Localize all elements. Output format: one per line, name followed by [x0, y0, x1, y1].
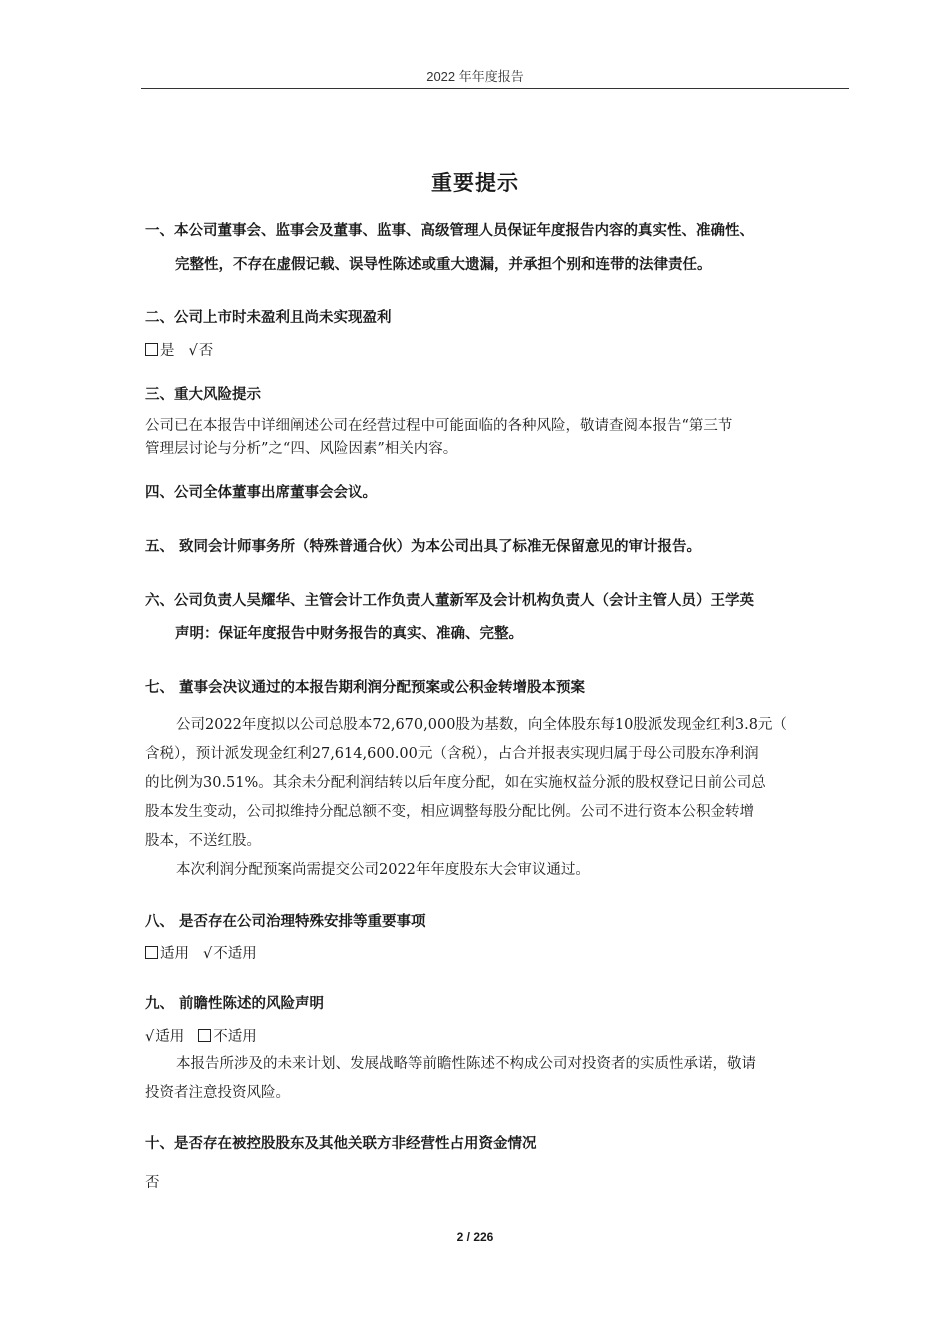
- section-7-body-line-3: 的比例为30.51%。其余未分配利润结转以后年度分配，如在实施权益分派的股权登记日前公司总: [145, 775, 766, 791]
- option-not-applicable-label: 不适用: [213, 1029, 257, 1045]
- option-applicable-label: 适用: [155, 1029, 185, 1045]
- section-7-body-line-5: 股本，不送红股。: [145, 833, 261, 849]
- section-7-body-line-4: 股本发生变动，公司拟维持分配总额不变，相应调整每股分配比例。公司不进行资本公积金转增: [145, 804, 754, 820]
- section-5-heading: 五、 致同会计师事务所（特殊普通合伙）为本公司出具了标准无保留意见的审计报告。: [145, 539, 702, 555]
- checkbox-unchecked-icon: [145, 946, 158, 959]
- header-divider: [141, 88, 849, 89]
- section-9-body-line-1: 本报告所涉及的未来计划、发展战略等前瞻性陈述不构成公司对投资者的实质性承诺，敬请: [176, 1056, 756, 1072]
- section-3-heading: 三、重大风险提示: [145, 387, 261, 403]
- page-title: 重要提示: [431, 171, 519, 195]
- section-7-body-line-2: 含税），预计派发现金红利27,614,600.00元（含税），占合并报表实现归属于母公司股东净利润: [145, 746, 759, 762]
- option-yes-label: 是: [160, 343, 175, 359]
- section-7-body-line-1: 公司2022年度拟以公司总股本72,670,000股为基数，向全体股东每10股派发现金红利3.8元（: [176, 717, 787, 733]
- section-7-heading: 七、 董事会决议通过的本报告期利润分配预案或公积金转增股本预案: [145, 680, 586, 696]
- check-mark-icon: √: [203, 946, 213, 962]
- section-9-heading: 九、 前瞻性陈述的风险声明: [145, 996, 325, 1012]
- section-4-heading: 四、公司全体董事出席董事会会议。: [145, 485, 377, 501]
- section-8-heading: 八、 是否存在公司治理特殊安排等重要事项: [145, 914, 426, 930]
- option-applicable-label: 适用: [160, 946, 189, 962]
- report-header-title: 2022 年年度报告: [426, 69, 524, 84]
- section-3-line-1: 公司已在本报告中详细阐述公司在经营过程中可能面临的各种风险，敬请查阅本报告“第三节: [145, 418, 733, 434]
- option-no-label: 否: [198, 343, 214, 359]
- check-mark-icon: √: [145, 1029, 155, 1045]
- check-mark-icon: √: [188, 343, 198, 359]
- section-3-line-2: 管理层讨论与分析”之“四、风险因素”相关内容。: [145, 441, 458, 457]
- section-10-answer: 否: [145, 1175, 160, 1191]
- section-8-options: [145, 942, 257, 963]
- checkbox-unchecked-icon: [145, 343, 158, 356]
- section-6-line-1: 六、公司负责人吴耀华、主管会计工作负责人董新军及会计机构负责人（会计主管人员）王学英: [145, 593, 754, 609]
- section-2-options: [145, 339, 213, 360]
- section-2-heading: 二、公司上市时未盈利且尚未实现盈利: [145, 310, 392, 326]
- section-6-line-2: 声明：保证年度报告中财务报告的真实、准确、完整。: [175, 626, 523, 642]
- checkbox-unchecked-icon: [198, 1029, 211, 1042]
- section-1-line-2: 完整性，不存在虚假记载、误导性陈述或重大遗漏，并承担个别和连带的法律责任。: [175, 257, 712, 273]
- section-9-options: [145, 1025, 257, 1046]
- option-not-applicable-label: 不适用: [213, 946, 257, 962]
- section-1-line-1: 一、本公司董事会、监事会及董事、监事、高级管理人员保证年度报告内容的真实性、准确性、: [145, 223, 754, 239]
- section-9-body-line-2: 投资者注意投资风险。: [145, 1085, 290, 1101]
- section-10-heading: 十、是否存在被控股股东及其他关联方非经营性占用资金情况: [145, 1136, 537, 1152]
- section-7-body-line-6: 本次利润分配预案尚需提交公司2022年年度股东大会审议通过。: [176, 862, 590, 878]
- page-number: 2 / 226: [456, 1230, 494, 1244]
